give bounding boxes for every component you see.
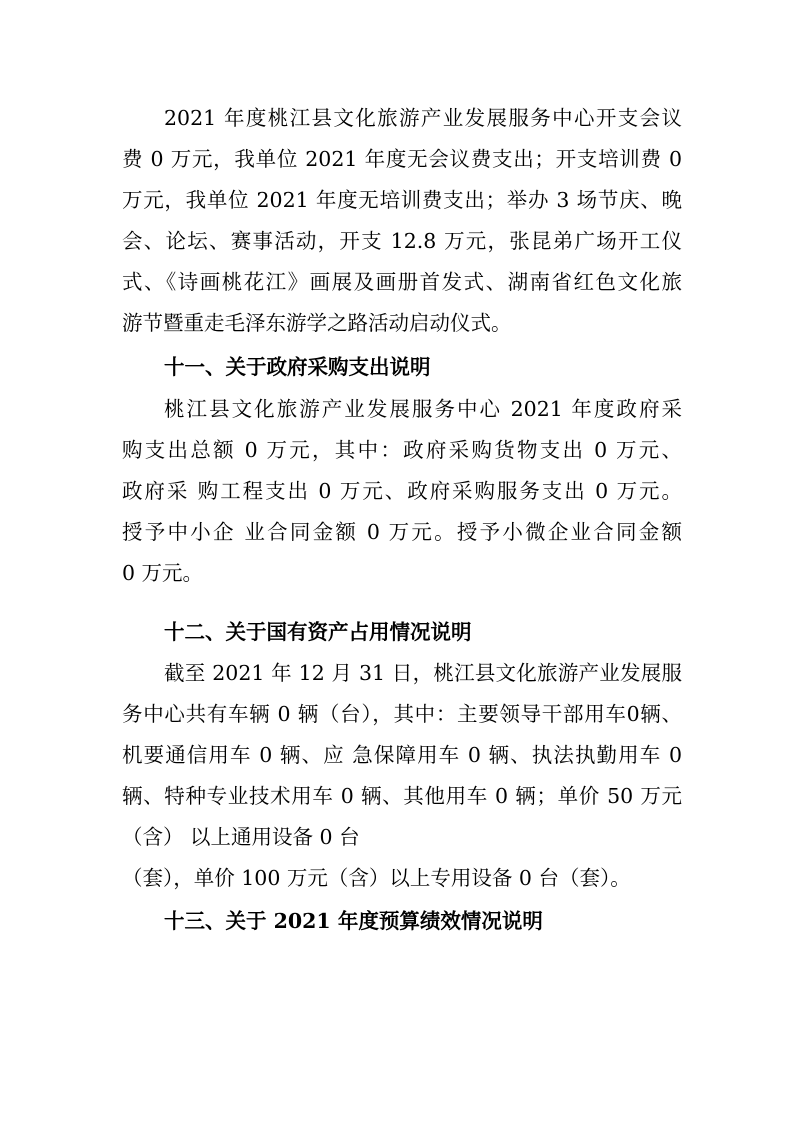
paragraph-line: （含） 以上通用设备 0 台 [122,825,360,849]
paragraph-line: 政府采 购工程支出 0 万元、政府采购服务支出 0 万元。 [122,479,682,503]
paragraph-line: 务中心共有车辆 0 辆（台），其中：主要领导干部用车0辆、 [122,702,682,726]
paragraph-line: 0 万元。 [122,561,204,585]
paragraph-line: 费 0 万元，我单位 2021 年度无会议费支出；开支培训费 0 [122,147,682,171]
paragraph-line: 授予中小企 业合同金额 0 万元。授予小微企业合同金额 [122,520,682,544]
paragraph-line: 式、《诗画桃花江》画展及画册首发式、湖南省红色文化旅 [122,270,682,294]
paragraph-line: 万元，我单位 2021 年度无培训费支出；举办 3 场节庆、晚 [122,188,682,212]
section-heading-13: 十三、关于 2021 年度预算绩效情况说明 [164,909,543,933]
section-heading-11: 十一、关于政府采购支出说明 [164,355,431,379]
paragraph-line: （套），单价 100 万元（含）以上专用设备 0 台（套）。 [122,866,631,890]
paragraph-line: 2021 年度桃江县文化旅游产业发展服务中心开支会议 [164,106,682,130]
paragraph-line: 桃江县文化旅游产业发展服务中心 2021 年度政府采 [164,397,682,421]
paragraph-line: 游节暨重走毛泽东游学之路活动启动仪式。 [122,311,512,335]
paragraph-line: 购支出总额 0 万元，其中：政府采购货物支出 0 万元、 [122,438,682,462]
paragraph-line: 辆、特种专业技术用车 0 辆、其他用车 0 辆；单价 50 万元 [122,784,682,808]
section-heading-12: 十二、关于国有资产占用情况说明 [164,620,472,644]
paragraph-line: 机要通信用车 0 辆、应 急保障用车 0 辆、执法执勤用车 0 [122,743,682,767]
paragraph-line: 会、论坛、赛事活动，开支 12.8 万元，张昆弟广场开工仪 [122,229,682,253]
paragraph-line: 截至 2021 年 12 月 31 日，桃江县文化旅游产业发展服 [164,661,682,685]
